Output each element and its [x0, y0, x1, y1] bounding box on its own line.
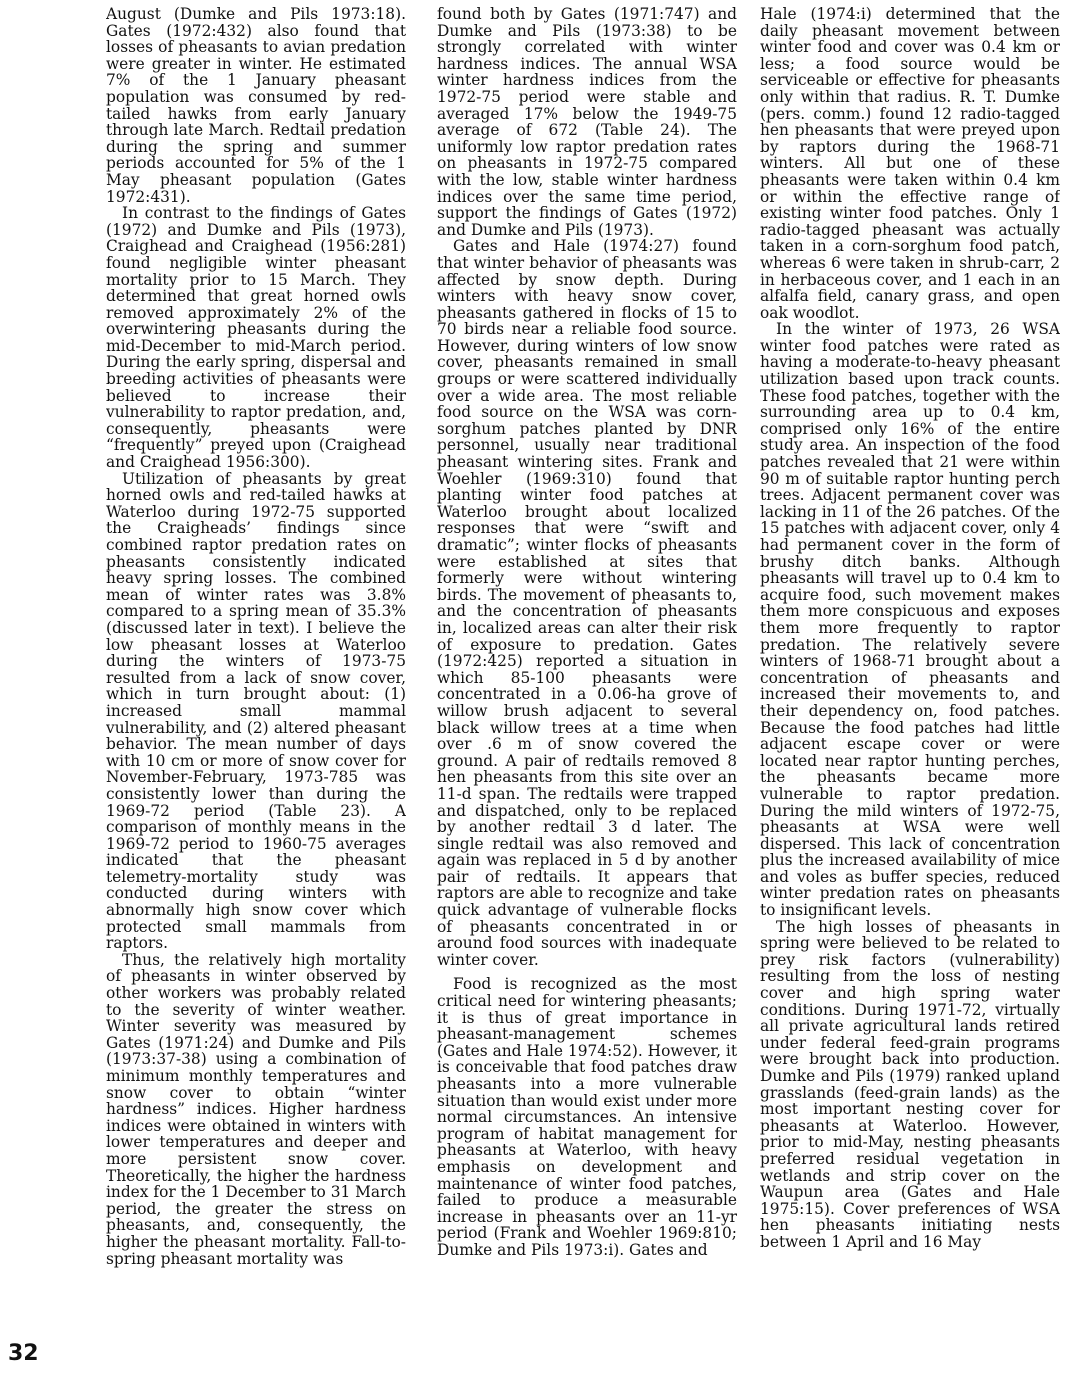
text-column-3: [760, 6, 1060, 1376]
paragraph: Thus, the relatively high mortality of pheasants in winter observed by other workers was probably related to the severity of winter weather. Winter severity was measured by Gates (1971:24) and Dumke and Pils (1973:37-38) using a combination of minimum monthly temperatures and snow cover to obtain “winter hardness” indices. Higher hardness indices were obtained in winters with lower temperatures and deeper and more persistent snow cover. Theoretically, the higher the hardness index for the 1 December to 31 March period, the greater the stress on pheasants, and, consequently, the higher the pheasant mortality. Fall-to-spring pheasant mortality was: [106, 950, 406, 1268]
page-number: 32: [8, 1341, 39, 1366]
text-column-1: [106, 6, 406, 1376]
text-column-2: [437, 6, 737, 1376]
paragraph: In the winter of 1973, 26 WSA winter food patches were rated as having a moderate-to-heavy pheasant utilization based upon track counts. These food patches, together with the surrounding area up to 0.4 km, comprised only 16% of the entire study area. An inspection of the food patches revealed that 21 were within 90 m of suitable raptor hunting perch trees. Adjacent permanent cover was lacking in 11 of the 26 patches. Of the 15 patches with adjacent cover, only 4 had permanent cover in the form of brushy ditch banks. Although pheasants will travel up to 0.4 km to acquire food, such movement makes them more conspicuous and exposes them more frequently to raptor predation. The relatively severe winters of 1968-71 brought about a concentration of pheasants and increased their movements to, and their dependency on, food patches. Because the food patches had little adjacent escape cover or were located near raptor hunting perches, the pheasants became more vulnerable to raptor predation. During the mild winters of 1972-75, pheasants at WSA were well dispersed. This lack of concentration plus the increased availability of mice and voles as buffer species, reduced winter predation rates on pheasants to insignificant levels.: [760, 320, 1060, 920]
paragraph: found both by Gates (1971:747) and Dumke and Pils (1973:38) to be strongly correlated with winter hardness indices. The annual WSA winter hardness indices from the 1972-75 period were stable and averaged 17% below the 1949-75 average of 672 (Table 24). The uniformly low raptor predation rates on pheasants in 1972-75 compared with the low, stable winter hardness indices over the same time period, support the findings of Gates (1972) and Dumke and Pils (1973).: [437, 6, 737, 239]
paragraph: August (Dumke and Pils 1973:18). Gates (1972:432) also found that losses of pheasants to avian predation were greater in winter. He estimated 7% of the 1 January pheasant population was consumed by red-tailed hawks from early January through late March. Redtail predation during the spring and summer periods accounted for 5% of the 1 May pheasant population (Gates 1972:431).: [106, 6, 406, 206]
paragraph: The high losses of pheasants in spring were believed to be related to prey risk factors (vulnerability) resulting from the loss of nesting cover and high spring water conditions. During 1971-72, virtually all private agricultural lands retired under federal feed-grain programs were brought back into production. Dumke and Pils (1979) ranked upland grasslands (feed-grain lands) as the most important nesting cover for pheasants at Waterloo. However, prior to mid-May, nesting pheasants preferred residual vegetation in wetlands and strip cover on the Waupun area (Gates and Hale 1975:15). Cover preferences of WSA hen pheasants initiating nests between 1 April and 16 May: [760, 917, 1060, 1251]
paragraph: In contrast to the findings of Gates (1972) and Dumke and Pils (1973), Craighead and Craighead (1956:281) found negligible winter pheasant mortality prior to 15 March. They determined that great horned owls removed approximately 2% of the overwintering pheasants during the mid-December to mid-March period. During the early spring, dispersal and breeding activities of pheasants were believed to increase their vulnerability to raptor predation, and, consequently, pheasants were “frequently” preyed upon (Craighead and Craighead 1956:300).: [106, 204, 406, 472]
paragraph: Utilization of pheasants by great horned owls and red-tailed hawks at Waterloo during 1972-75 supported the Craigheads’ findings since combined raptor predation rates on pheasants consistently indicated heavy spring losses. The combined mean of winter rates was 3.8% compared to a spring mean of 35.3% (discussed later in text). I believe the low pheasant losses at Waterloo during the winters of 1973-75 resulted from a lack of snow cover, which in turn brought about: (1) increased small mammal vulnerability, and (2) altered pheasant behavior. The mean number of days with 10 cm or more of snow cover for November-February, 1973-785 was consistently lower than during the 1969-72 period (Table 23). A comparison of monthly means in the 1969-72 period to 1960-75 averages indicated that the pheasant telemetry-mortality study was conducted during winters with abnormally high snow cover which protected small mammals from raptors.: [106, 469, 406, 953]
paragraph: Hale (1974:i) determined that the daily pheasant movement between winter food and cover was 0.4 km or less; a food source would be serviceable or effective for pheasants only within that radius. R. T. Dumke (pers. comm.) found 12 radio-tagged hen pheasants that were preyed upon by raptors during the 1968-71 winters. All but one of these pheasants were taken within 0.4 km or within the effective range of existing winter food patches. Only 1 radio-tagged pheasant was actually taken in a corn-sorghum food patch, whereas 6 were taken in shrub-carr, 2 in herbaceous cover, and 1 each in an alfalfa field, canary grass, and open oak woodlot.: [760, 6, 1060, 322]
paragraph: Food is recognized as the most critical need for wintering pheasants; it is thus of great importance in pheasant-management schemes (Gates and Hale 1974:52). However, it is conceivable that food patches draw pheasants into a more vulnerable situation than would exist under more normal circumstances. An intensive program of habitat management for pheasants at Waterloo, with heavy emphasis on development and maintenance of winter food patches, failed to produce a measurable increase in pheasants over an 11-yr period (Frank and Woehler 1969:810; Dumke and Pils 1973:i). Gates and: [437, 975, 737, 1259]
paragraph: Gates and Hale (1974:27) found that winter behavior of pheasants was affected by snow depth. During winters with heavy snow cover, pheasants gathered in flocks of 15 to 70 birds near a reliable food source. However, during winters of low snow cover, pheasants remained in small groups or were scattered individually over a wide area. The most reliable food source on the WSA was corn-sorghum patches planted by DNR personnel, usually near traditional pheasant wintering sites. Frank and Woehler (1969:310) found that planting winter food patches at Waterloo brought about localized responses that were “swift and dramatic”; winter flocks of pheasants were established at sites that formerly were without wintering birds. The movement of pheasants to, and the concentration of pheasants in, localized areas can alter their risk of exposure to predation. Gates (1972:425) reported a situation in which 85-100 pheasants were concentrated in a 0.06-ha grove of willow brush adjacent to several black willow trees at a time when over .6 m of snow covered the ground. A pair of redtails removed 8 hen pheasants from this site over an 11-d span. The redtails were trapped and dispatched, only to be replaced by another redtail 3 d later. The single redtail was also removed and again was replaced in 5 d by another pair of redtails. It appears that raptors are able to recognize and take quick advantage of vulnerable flocks of pheasants concentrated in or around food sources with inadequate winter cover.: [437, 237, 737, 969]
